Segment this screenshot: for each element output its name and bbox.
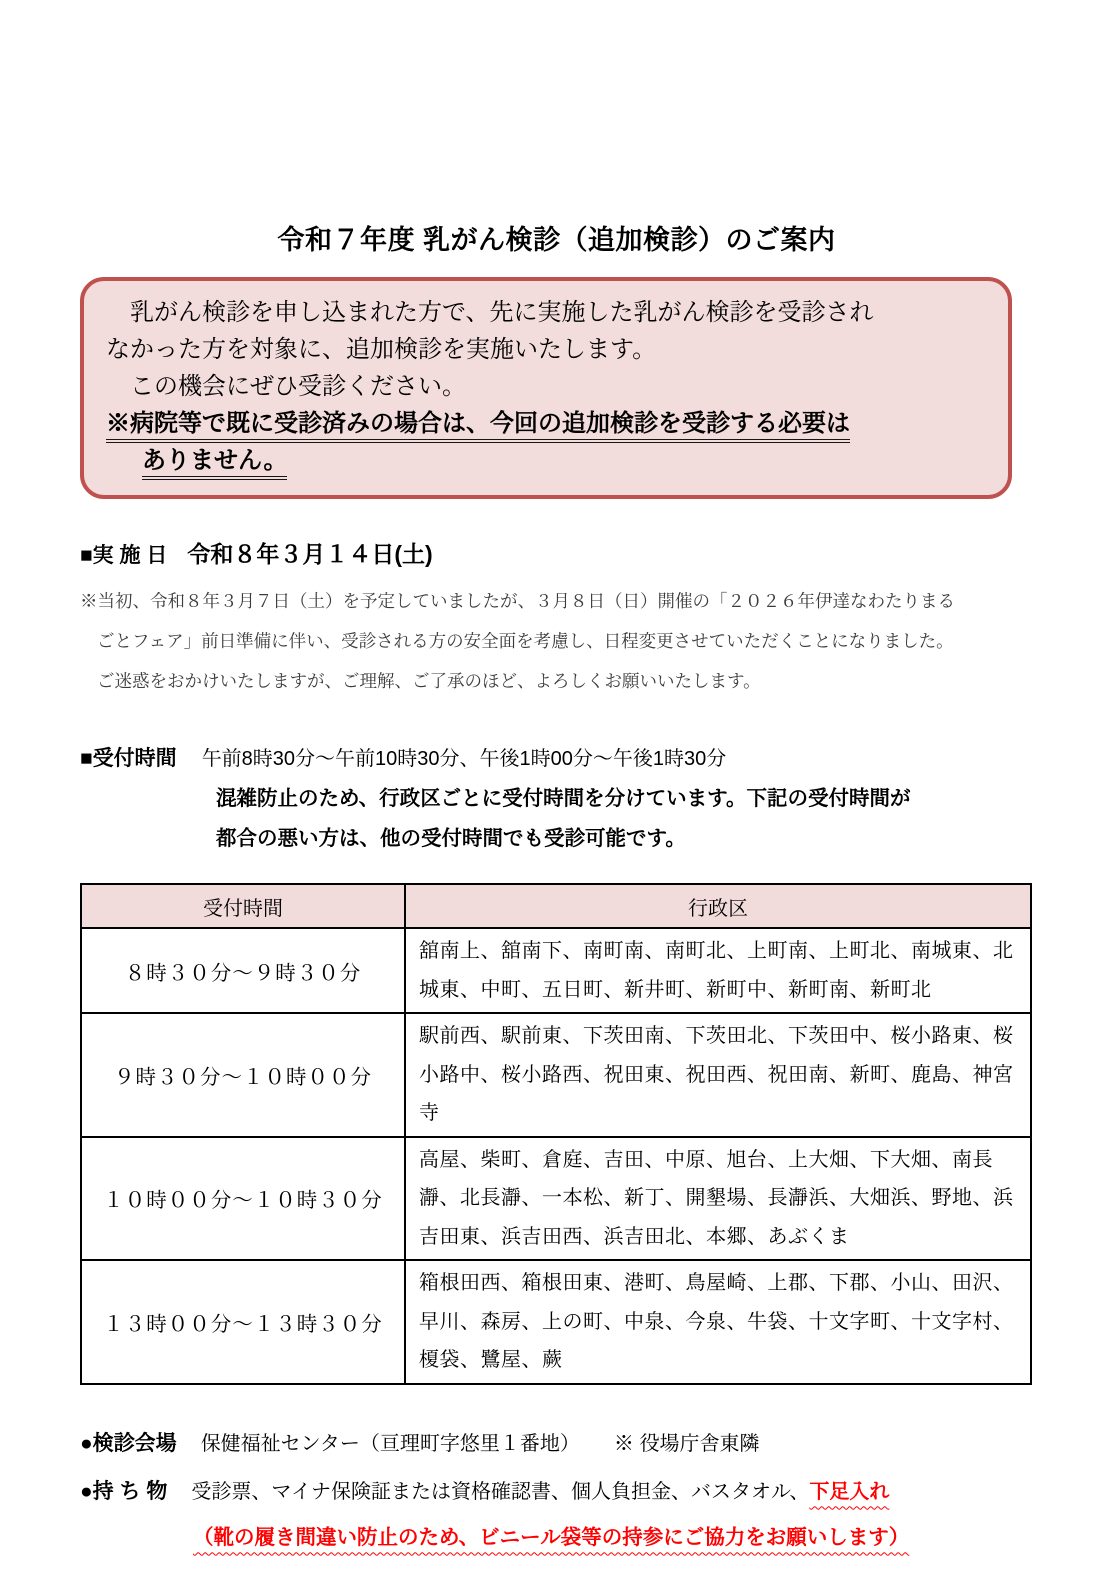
note-line: ごとフェア」前日準備に伴い、受診される方の安全面を考慮し、日程変更させていただくことになりました。 <box>97 631 954 651</box>
page-title: 令和７年度 乳がん検診（追加検診）のご案内 <box>277 225 836 255</box>
notice-box <box>80 277 1012 499</box>
reception-time-section <box>80 739 1033 859</box>
district-list: 箱根田西、箱根田東、港町、鳥屋崎、上郡、下郡、小山、田沢、早川、森房、上の町、中泉、今泉、牛袋、十文字町、十文字村、榎袋、鷺屋、蕨 <box>405 1260 1031 1384</box>
items-red-note-text: （靴の履き間違い防止のため、ビニール袋等の持参にご協力をお願いします） <box>193 1525 910 1549</box>
items-label: ●持 ち 物 <box>80 1479 168 1503</box>
notice-warning-line <box>106 405 986 442</box>
notice-warning-text: ※病院等で既に受診済みの場合は、今回の追加検診を受診する必要は <box>106 410 850 443</box>
venue-note: ※ 役場庁舎東隣 <box>613 1432 760 1455</box>
venue-section <box>80 1427 1033 1457</box>
exam-date-note <box>80 581 1033 701</box>
notice-warning-line <box>106 442 986 479</box>
notice-warning-text: ありません。 <box>142 447 287 480</box>
column-header-district: 行政区 <box>405 884 1031 928</box>
reception-time-label: ■受付時間 <box>80 747 177 770</box>
items-red-note <box>193 1520 1033 1550</box>
items-highlight: 下足入れ <box>809 1480 890 1503</box>
table-row <box>81 1260 1031 1384</box>
time-slot: １３時００分～１３時３０分 <box>81 1260 405 1384</box>
time-slot: ８時３０分～９時３０分 <box>81 928 405 1013</box>
exam-date-value: 令和８年３月１４日(土) <box>187 541 433 567</box>
notice-line: この機会にぜひ受診ください。 <box>106 373 466 400</box>
district-list: 舘南上、舘南下、南町南、南町北、上町南、上町北、南城東、北城東、中町、五日町、新井町、新町中、新町南、新町北 <box>405 928 1031 1013</box>
reception-time-heading <box>80 739 1033 779</box>
notice-line: なかった方を対象に、追加検診を実施いたします。 <box>106 336 657 363</box>
exam-date-section <box>80 536 1033 569</box>
table-row <box>81 1137 1031 1261</box>
items-section <box>80 1475 1033 1505</box>
reception-note-line: 都合の悪い方は、他の受付時間でも受診可能です。 <box>216 827 686 850</box>
column-header-time: 受付時間 <box>81 884 405 928</box>
notice-line: 乳がん検診を申し込まれた方で、先に実施した乳がん検診を受診され <box>106 299 874 326</box>
district-list: 高屋、柴町、倉庭、吉田、中原、旭台、上大畑、下大畑、南長瀞、北長瀞、一本松、新丁、開墾場、長瀞浜、大畑浜、野地、浜吉田東、浜吉田西、浜吉田北、本郷、あぶくま <box>405 1137 1031 1261</box>
exam-date-label: ■実 施 日 <box>80 544 168 567</box>
reception-schedule-table <box>80 883 1032 1385</box>
district-list: 駅前西、駅前東、下茨田南、下茨田北、下茨田中、桜小路東、桜小路中、桜小路西、祝田東、祝田西、祝田南、新町、鹿島、神宮寺 <box>405 1013 1031 1137</box>
time-slot: ９時３０分～１０時００分 <box>81 1013 405 1137</box>
items-text: 受診票、マイナ保険証または資格確認書、個人負担金、バスタオル、 <box>191 1480 810 1503</box>
venue-label: ●検診会場 <box>80 1431 177 1455</box>
venue-text: 保健福祉センター（亘理町字悠里１番地） <box>200 1432 580 1455</box>
note-line: ※当初、令和８年３月７日（土）を予定していましたが、３月８日（日）開催の「２０２６年伊達なわたりまる <box>80 591 955 611</box>
reception-time-value: 午前8時30分～午前10時30分、午後1時00分～午後1時30分 <box>201 748 727 770</box>
table-row <box>81 1013 1031 1137</box>
note-line: ご迷惑をおかけいたしますが、ご理解、ご了承のほど、よろしくお願いいたします。 <box>97 671 761 691</box>
time-slot: １０時００分～１０時３０分 <box>81 1137 405 1261</box>
reception-note-line: 混雑防止のため、行政区ごとに受付時間を分けています。下記の受付時間が <box>216 787 911 810</box>
table-header-row <box>81 884 1031 928</box>
table-row <box>81 928 1031 1013</box>
